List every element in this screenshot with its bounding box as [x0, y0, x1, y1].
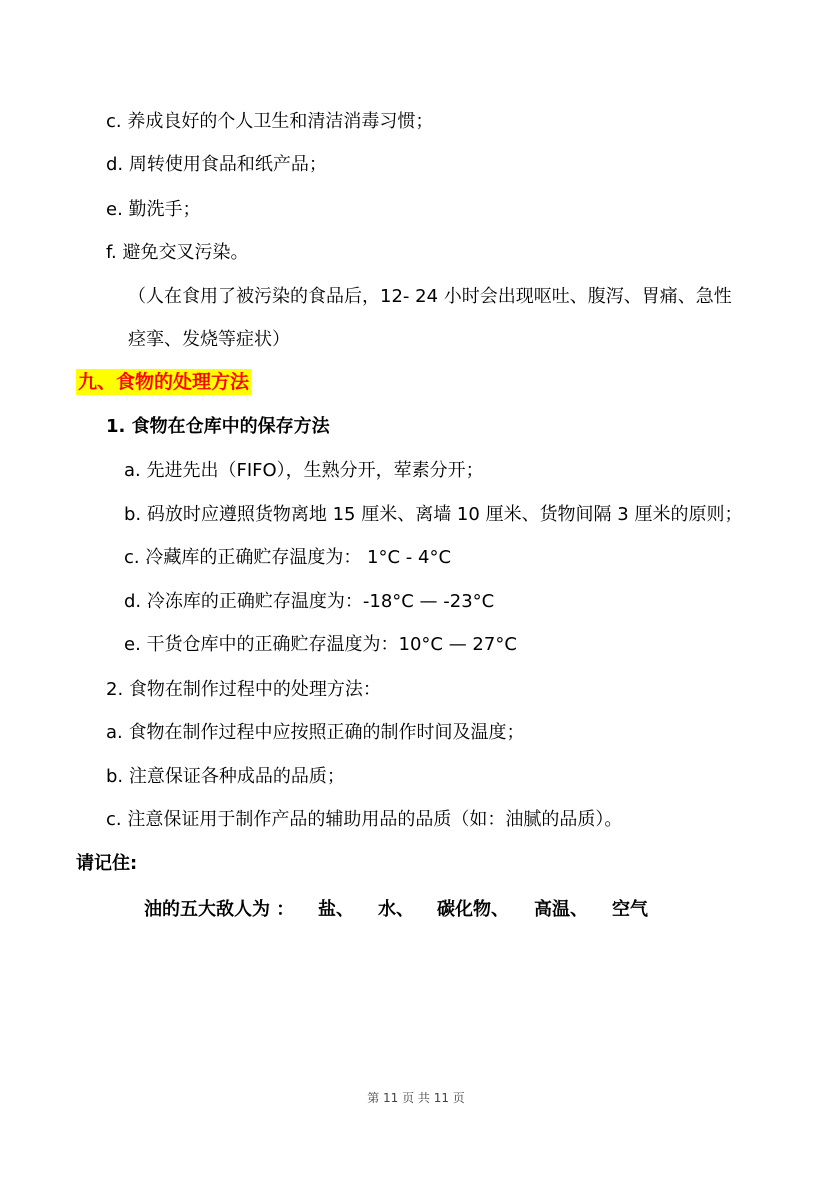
enemy-water: 水、	[378, 899, 414, 920]
subsection-1-title: 1. 食物在仓库中的保存方法	[106, 416, 330, 437]
list-item-f: f. 避免交叉污染。	[106, 242, 249, 263]
subsection-2-title: 2. 食物在制作过程中的处理方法：	[106, 679, 381, 700]
section-title	[76, 370, 251, 395]
storage-item-d: d. 冷冻库的正确贮存温度为：-18°C — -23°C	[124, 591, 495, 612]
list-item-d: d. 周转使用食品和纸产品；	[106, 154, 327, 175]
process-item-c: c. 注意保证用于制作产品的辅助用品的品质（如：油腻的品质）。	[106, 809, 623, 830]
note-line-1: （人在食用了被污染的食品后，12- 24 小时会出现呕吐、腹泻、胃痛、急性	[128, 286, 732, 307]
enemy-carbide: 碳化物、	[437, 899, 509, 920]
enemy-salt: 盐、	[318, 899, 354, 920]
list-item-c: c. 养成良好的个人卫生和清洁消毒习惯；	[106, 111, 434, 132]
process-item-a: a. 食物在制作过程中应按照正确的制作时间及温度；	[106, 722, 525, 743]
enemy-air: 空气	[612, 899, 648, 920]
storage-item-a: a. 先进先出（FIFO），生熟分开，荤素分开；	[124, 460, 484, 481]
section-title-text: 九、食物的处理方法	[78, 371, 250, 393]
remember-label: 请记住:	[76, 853, 138, 874]
oil-enemies-prefix: 油的五大敌人为 ：	[144, 899, 295, 920]
storage-item-c: c. 冷藏库的正确贮存温度为： 1°C - 4°C	[124, 547, 452, 568]
note-line-2: 痉挛、发烧等症状）	[128, 329, 290, 350]
list-item-e: e. 勤洗手；	[106, 199, 201, 220]
enemy-high-temp: 高温、	[534, 899, 588, 920]
page-footer: 第 11 页 共 11 页	[367, 1091, 465, 1105]
storage-item-b: b. 码放时应遵照货物离地 15 厘米、离墙 10 厘米、货物间隔 3 厘米的原则；	[124, 504, 743, 525]
storage-item-e: e. 干货仓库中的正确贮存温度为：10°C — 27°C	[124, 634, 517, 655]
process-item-b: b. 注意保证各种成品的品质；	[106, 766, 345, 787]
